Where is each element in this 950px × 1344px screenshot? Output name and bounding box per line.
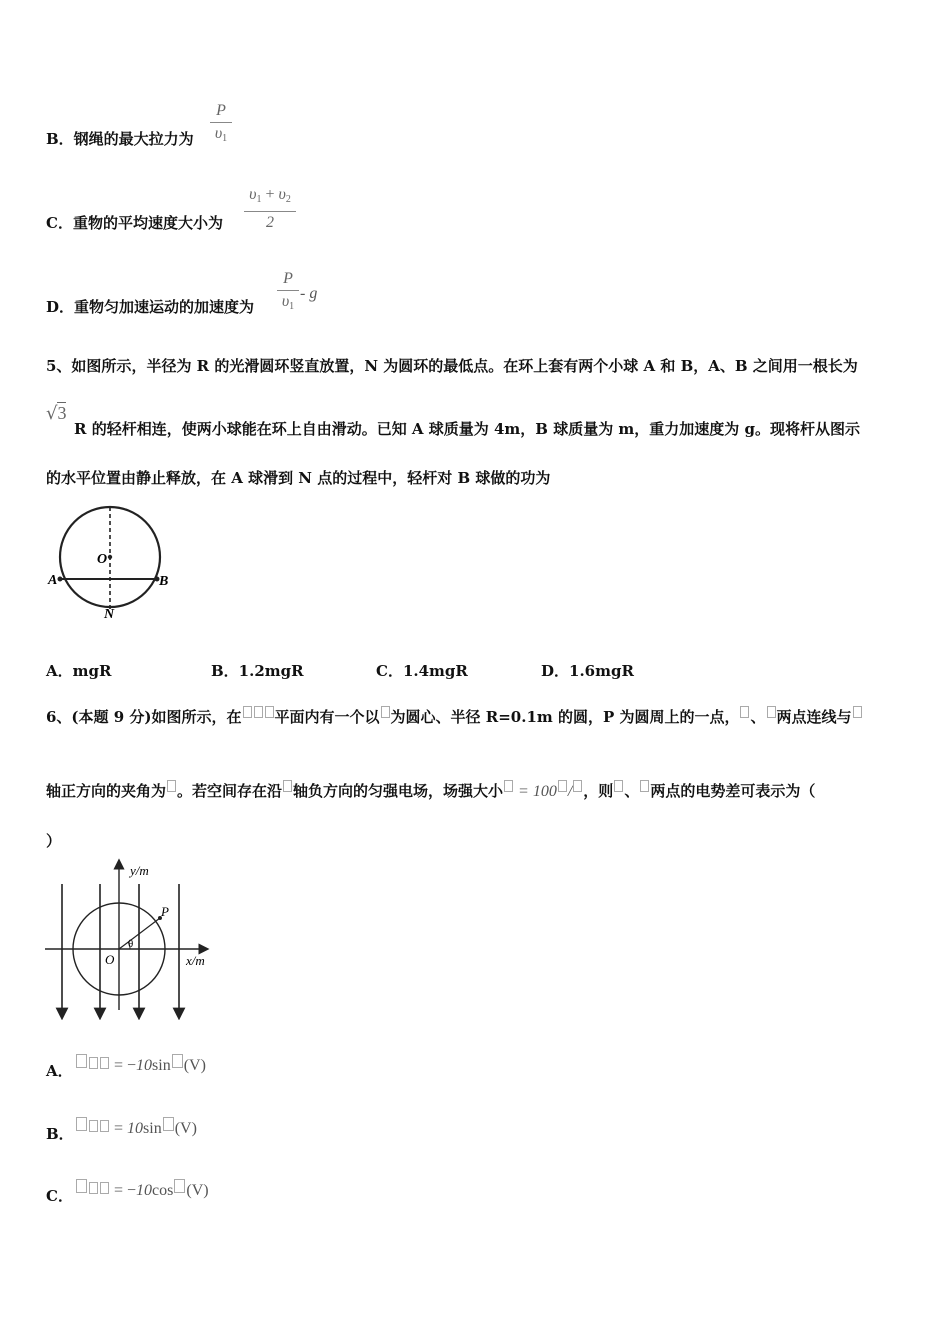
q6-option-b-label: B． [46, 1125, 74, 1143]
label-n: N [104, 607, 115, 622]
q6-option-c-formula: = −10cos (V) [75, 1179, 209, 1201]
missing-glyph-icon [76, 1054, 87, 1068]
missing-glyph-icon [504, 780, 513, 792]
q4-option-c-fraction [244, 186, 296, 232]
q5-line-1: 5、如图所示，半径为 R 的光滑圆环竖直放置，N 为圆环的最低点。在环上套有两个小球 A 和 B，A、B 之间用一根长为 [46, 357, 858, 375]
q5-line-3: 的水平位置由静止释放，在 A 球滑到 N 点的过程中，轻杆对 B 球做的功为 [46, 469, 551, 487]
fraction-bar [244, 211, 296, 212]
label-o: O [105, 952, 115, 967]
ball-a [58, 577, 63, 582]
q5-ring-diagram [44, 505, 176, 623]
missing-glyph-icon [283, 780, 292, 792]
label-theta: θ [128, 938, 134, 950]
fraction-numerator: P [283, 270, 293, 287]
missing-glyph-icon [767, 706, 776, 718]
q6-line-1: 6、(本题 9 分)如图所示，在 平面内有一个以 为圆心、半径 R=0.1m 的圆，P 为圆周上的一点， 、 两点连线与 [46, 706, 863, 727]
q6-option-c-label: C． [46, 1187, 73, 1205]
missing-glyph-icon [740, 706, 749, 718]
q4-option-d-tail: - g [300, 285, 318, 302]
missing-glyph-icon [265, 706, 274, 718]
fraction-denominator: $\upsilon_1$ [214, 125, 228, 144]
fraction-numerator: P [216, 102, 226, 119]
missing-glyph-icon [89, 1120, 98, 1132]
q4-option-d [46, 296, 254, 317]
fraction-denominator: $\upsilon_1$ [281, 293, 295, 312]
missing-glyph-icon [243, 706, 252, 718]
missing-glyph-icon [163, 1117, 174, 1131]
label-o: O [97, 552, 108, 567]
missing-glyph-icon [853, 706, 862, 718]
missing-glyph-icon [573, 780, 582, 792]
fraction-bar [277, 290, 299, 291]
q6-option-a-formula: = −10sin (V) [75, 1054, 206, 1076]
q4-option-c-label: C．重物的平均速度大小为 [46, 214, 223, 232]
fraction-numerator: $\upsilon_1 + \upsilon_2$ [249, 186, 291, 205]
missing-glyph-icon [100, 1120, 109, 1132]
q5-option-a: A．mgR [46, 662, 112, 680]
q4-option-b-label: B．钢绳的最大拉力为 [46, 130, 194, 148]
q5-option-b: B．1.2mgR [211, 662, 304, 680]
field-strength-formula: = 100 / [514, 783, 583, 800]
missing-glyph-icon [174, 1179, 185, 1193]
missing-glyph-icon [89, 1182, 98, 1194]
q6-option-a-label: A． [46, 1062, 73, 1080]
q4-option-d-label: D．重物匀加速运动的加速度为 [46, 298, 255, 316]
missing-glyph-icon [558, 780, 567, 792]
q6-option-a [46, 1060, 73, 1081]
label-a: A [48, 573, 58, 588]
q6-line-2: 轴正方向的夹角为 。若空间存在沿 轴负方向的匀强电场，场强大小 = 100 / ，则 、 两点的电势差可表示为（ [46, 782, 816, 800]
sqrt-symbol: √3 [46, 403, 67, 424]
q4-option-b [46, 128, 194, 149]
q6-option-b [46, 1123, 74, 1144]
missing-glyph-icon [100, 1057, 109, 1069]
q4-option-d-fraction [277, 270, 299, 316]
q4-option-b-fraction [210, 102, 232, 148]
missing-glyph-icon [640, 780, 649, 792]
q5-option-c: C．1.4mgR [376, 662, 468, 680]
fraction-bar [210, 122, 232, 123]
q4-option-c [46, 212, 223, 233]
missing-glyph-icon [76, 1117, 87, 1131]
missing-glyph-icon [100, 1182, 109, 1194]
q5-option-d: D．1.6mgR [541, 662, 634, 680]
missing-glyph-icon [381, 706, 390, 718]
missing-glyph-icon [614, 780, 623, 792]
fraction-denominator: 2 [266, 214, 274, 231]
q6-option-b-formula: = 10sin (V) [75, 1117, 197, 1139]
missing-glyph-icon [76, 1179, 87, 1193]
missing-glyph-icon [254, 706, 263, 718]
q6-option-c [46, 1185, 73, 1206]
q5-line-2: R 的轻杆相连，使两小球能在环上自由滑动。已知 A 球质量为 4m，B 球质量为 m，重力加速度为 g。现将杆从图示 [74, 420, 861, 438]
label-b: B [159, 574, 169, 589]
label-p: P [161, 904, 169, 919]
q6-field-diagram [42, 858, 214, 1020]
missing-glyph-icon [167, 780, 176, 792]
missing-glyph-icon [89, 1057, 98, 1069]
center-point [108, 555, 112, 559]
label-y-axis: y/m [130, 863, 149, 878]
q6-line-3: ） [46, 832, 62, 850]
missing-glyph-icon [172, 1054, 183, 1068]
label-x-axis: x/m [186, 953, 205, 968]
